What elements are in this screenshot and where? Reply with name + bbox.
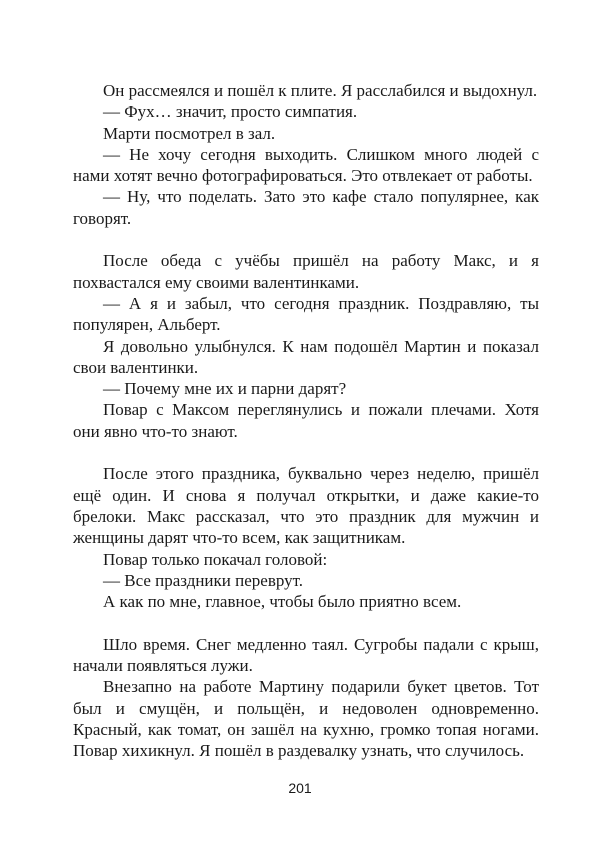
page-number: 201 bbox=[288, 780, 312, 796]
paragraph: Внезапно на работе Мартину подарили букет цветов. Тот был и смущён, и польщён, и недоволен одновременно. Красный, как томат, он зашёл на кухню, громко топая ногами. Повар хихикнул. Я пошёл в раздевалку узнать, что случилось. bbox=[73, 677, 539, 761]
paragraph: — Ну, что поделать. Зато это кафе стало популярнее, как говорят. bbox=[73, 187, 539, 228]
section-break bbox=[73, 442, 539, 463]
paragraph: Он рассмеялся и пошёл к плите. Я расслабился и выдохнул. bbox=[103, 81, 538, 100]
paragraph: — Все праздники переврут. bbox=[103, 570, 304, 590]
section-break bbox=[73, 612, 539, 633]
paragraph: Марти посмотрел в зал. bbox=[103, 123, 276, 143]
section-break bbox=[73, 229, 539, 250]
paragraph: — Почему мне их и парни дарят? bbox=[103, 379, 347, 399]
paragraph: — А я и забыл, что сегодня праздник. Поздравляю, ты популярен, Альберт. bbox=[73, 293, 539, 335]
paragraph: — Не хочу сегодня выходить. Слишком много людей с нами хотят вечно фотографироваться. Это отвлекает от работы. bbox=[73, 144, 539, 186]
paragraph: Я довольно улыбнулся. К нам подошёл Мартин и показал свои валентинки. bbox=[73, 336, 539, 377]
paragraph: — Фух… значит, просто симпатия. bbox=[103, 102, 358, 122]
paragraph: Повар только покачал головой: bbox=[103, 549, 328, 569]
paragraph: После обеда с учёбы пришёл на работу Макс, и я похвастался ему своими валентинками. bbox=[73, 251, 539, 292]
paragraph: Повар с Максом переглянулись и пожали плечами. Хотя они явно что-то знают. bbox=[73, 400, 539, 441]
paragraph: Шло время. Снег медленно таял. Сугробы падали с крыш, начали появляться лужи. bbox=[73, 634, 539, 676]
paragraph: А как по мне, главное, чтобы было приятно всем. bbox=[103, 592, 462, 612]
body-text bbox=[73, 80, 539, 762]
paragraph: После этого праздника, буквально через неделю, пришёл ещё один. И снова я получал открытки, и даже какие-то брелоки. Макс рассказал, что это праздник для мужчин и женщины дарят что-то всем, как защитникам. bbox=[73, 464, 539, 548]
